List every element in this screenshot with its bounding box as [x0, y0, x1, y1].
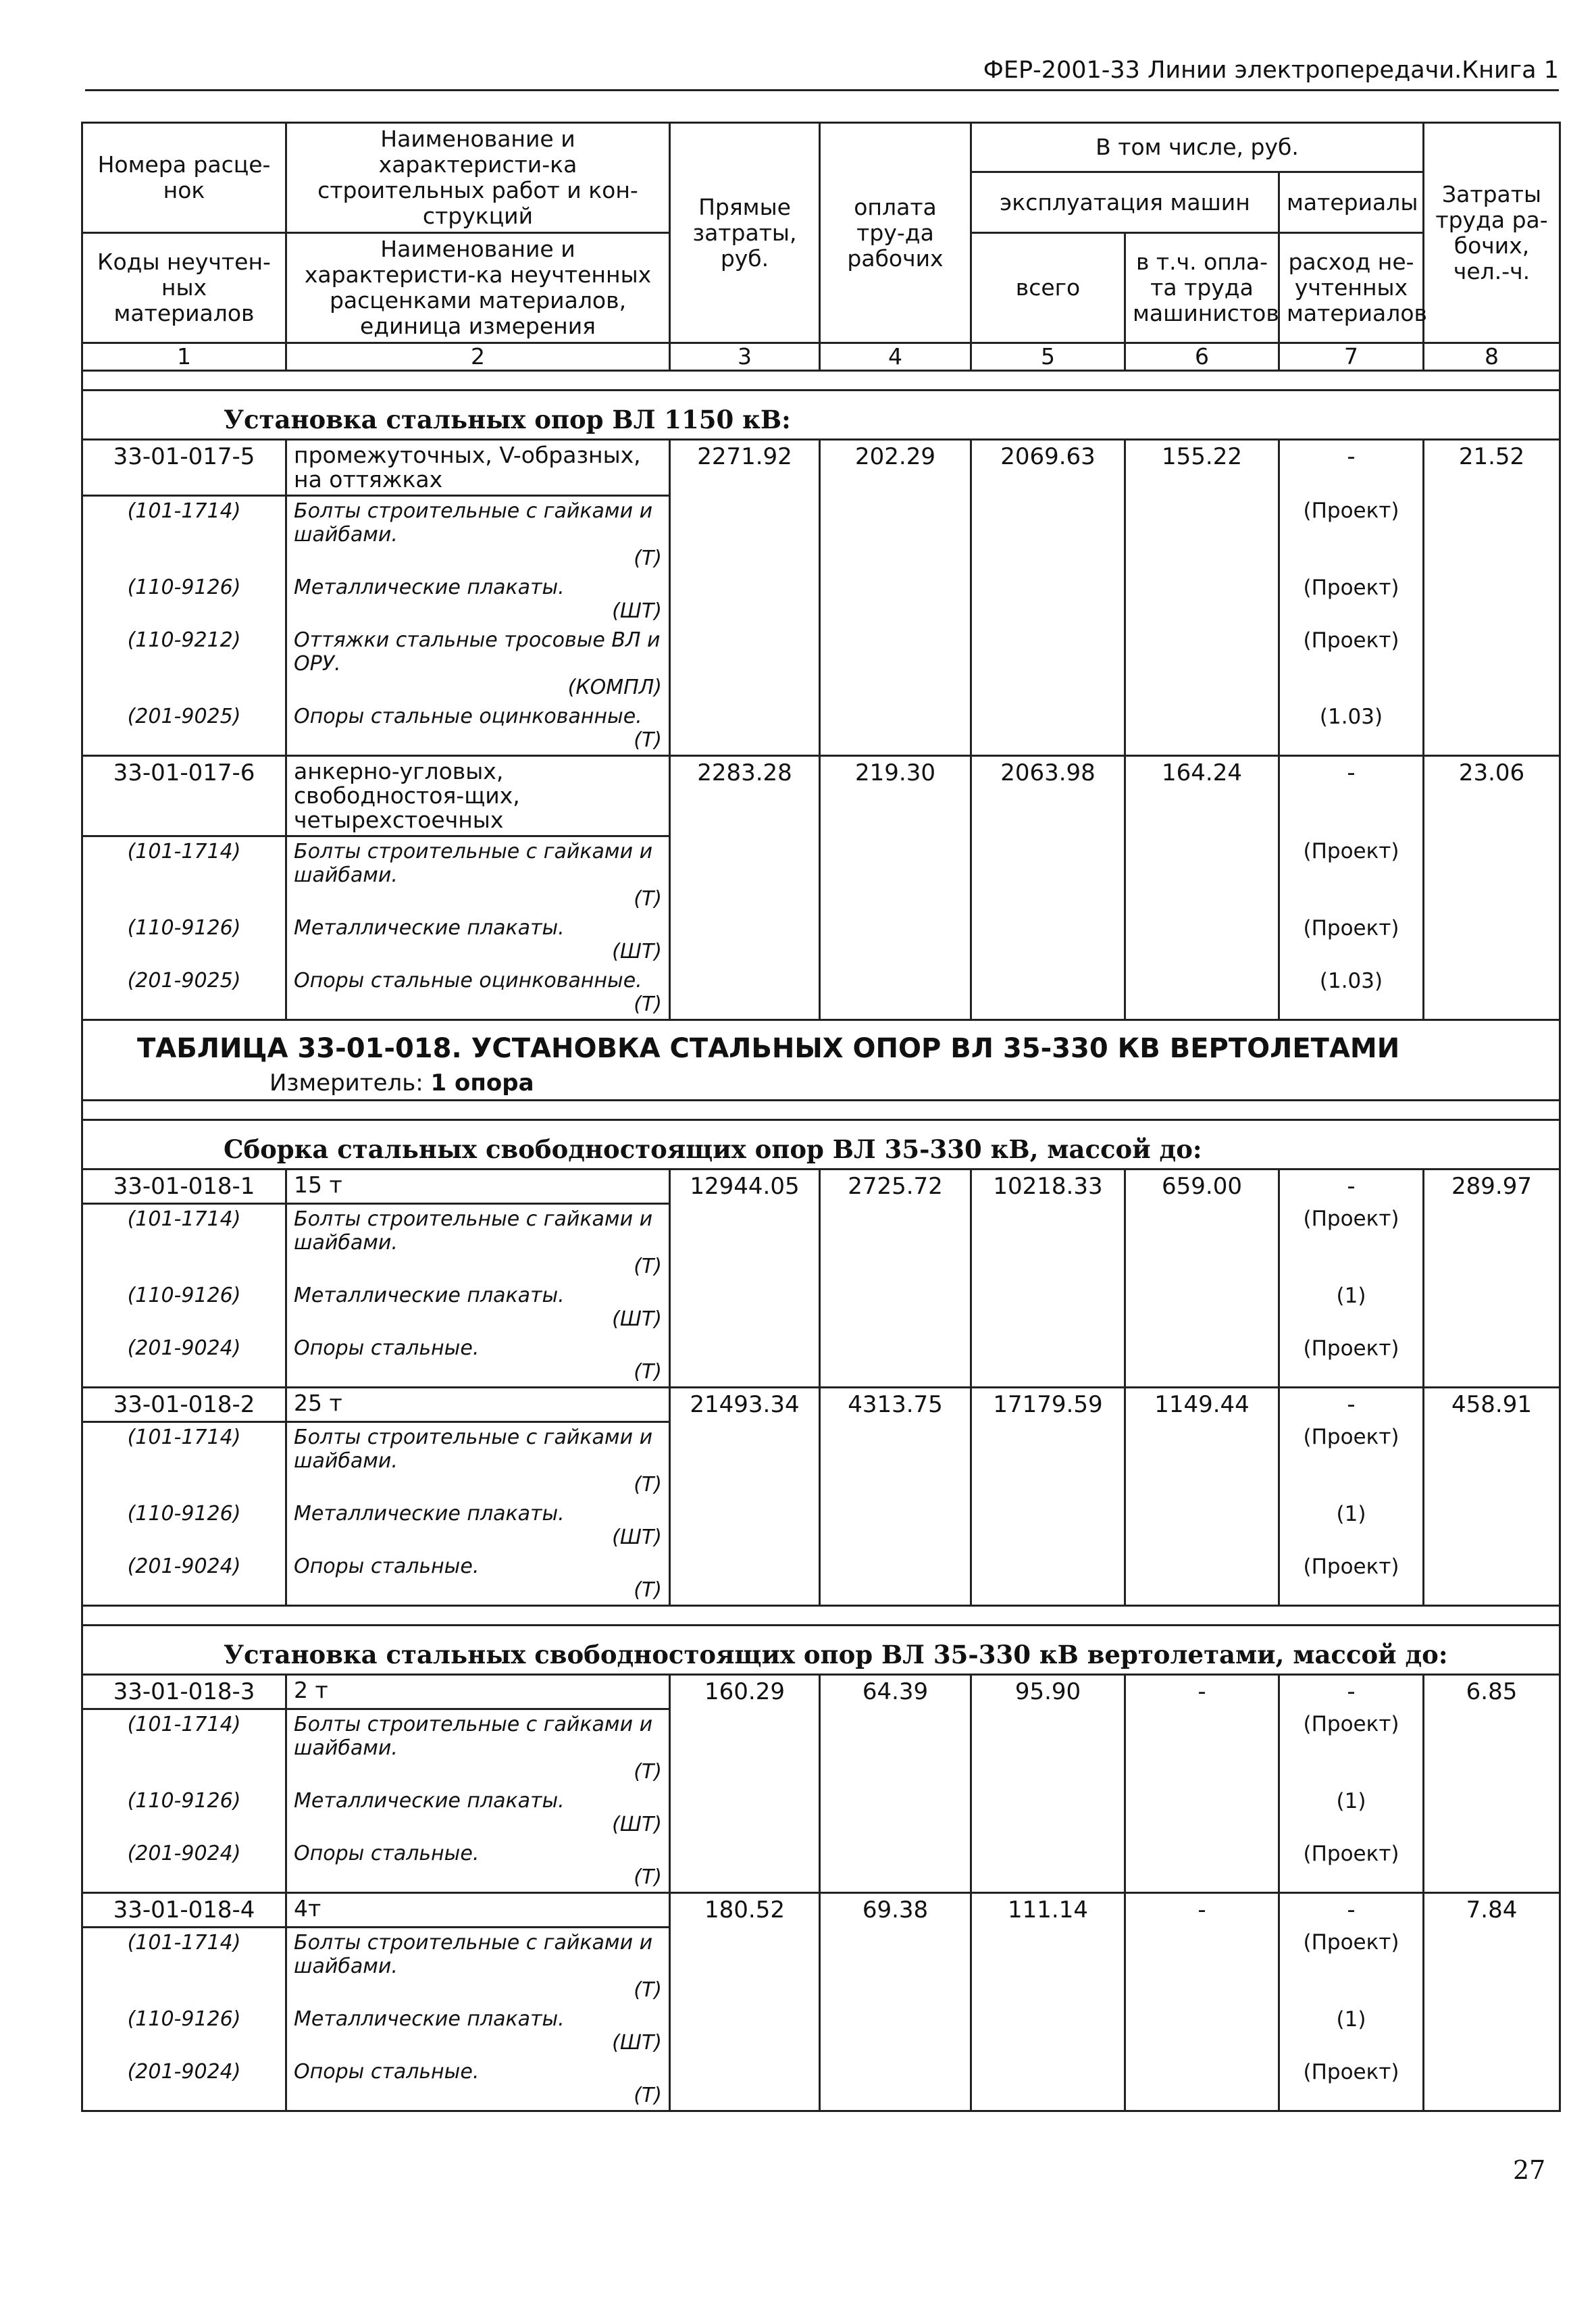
resource-name	[286, 1839, 670, 1893]
resource-name-text: Металлические плакаты.	[294, 576, 565, 599]
materials-cost: -	[1279, 1169, 1424, 1204]
direct-cost: 2271.92	[670, 440, 820, 756]
resource-name	[286, 1204, 670, 1282]
col2-top-header: Наименование и характеристи-ка строительных работ и кон-струкций	[286, 123, 670, 233]
resource-code: (110-9126)	[82, 913, 286, 966]
resource-code: (110-9212)	[82, 626, 286, 702]
machines-total: 2063.98	[971, 756, 1125, 1020]
resource-name-text: Опоры стальные.	[294, 2060, 480, 2084]
labor-pay: 4313.75	[820, 1388, 971, 1606]
direct-cost: 12944.05	[670, 1169, 820, 1388]
resource-name-text: Металлические плакаты.	[294, 916, 565, 940]
resource-unit: (Т)	[634, 887, 662, 911]
resource-name-text: Оттяжки стальные тросовые ВЛ и ОРУ.	[294, 628, 661, 676]
col8-header: Затраты труда ра-бочих, чел.-ч.	[1424, 123, 1560, 343]
resource-unit: (Т)	[634, 1255, 662, 1278]
machines-total: 2069.63	[971, 440, 1125, 756]
machinists-pay: 1149.44	[1125, 1388, 1279, 1606]
resource-code: (101-1714)	[82, 496, 286, 574]
resource-qty: (1)	[1279, 1786, 1424, 1839]
labor-pay: 64.39	[820, 1675, 971, 1893]
rate-row	[82, 1675, 1560, 1709]
rate-code: 33-01-018-2	[82, 1388, 286, 1422]
resource-name	[286, 626, 670, 702]
resource-name-text: Болты строительные с гайками и шайбами.	[294, 1931, 653, 1978]
header-title: ФЕР-2001-33 Линии электропередачи.Книга 1	[983, 57, 1559, 84]
resource-name-text: Металлические плакаты.	[294, 2007, 565, 2031]
materials-cost: -	[1279, 1388, 1424, 1422]
table-body	[82, 371, 1560, 2111]
group-header-materials: материалы	[1279, 172, 1424, 233]
column-number: 1	[82, 343, 286, 371]
resource-unit: (Т)	[634, 1978, 662, 2002]
resource-unit: (Т)	[634, 1473, 662, 1496]
resource-name	[286, 1552, 670, 1606]
resource-code: (201-9024)	[82, 2057, 286, 2111]
resource-name	[286, 702, 670, 756]
resource-unit: (ШТ)	[612, 599, 662, 623]
resource-name	[286, 2057, 670, 2111]
resource-name	[286, 1334, 670, 1388]
labor-hours: 23.06	[1424, 756, 1560, 1020]
rate-code: 33-01-017-6	[82, 756, 286, 836]
section-spacer	[82, 1101, 1560, 1120]
resource-code: (201-9024)	[82, 1334, 286, 1388]
resource-name	[286, 573, 670, 626]
resource-code: (101-1714)	[82, 836, 286, 914]
section-title-row	[82, 391, 1560, 440]
resource-qty: (Проект)	[1279, 1928, 1424, 2005]
resource-name	[286, 1281, 670, 1334]
column-number: 2	[286, 343, 670, 371]
rate-code: 33-01-018-3	[82, 1675, 286, 1709]
machines-total: 95.90	[971, 1675, 1125, 1893]
section-title-row	[82, 1626, 1560, 1675]
direct-cost: 160.29	[670, 1675, 820, 1893]
spacer-cell	[82, 1101, 1560, 1120]
column-number: 8	[1424, 343, 1560, 371]
rate-row	[82, 440, 1560, 496]
group-header-machines: эксплуатация машин	[971, 172, 1279, 233]
machines-total: 111.14	[971, 1893, 1125, 2111]
table-018-meter	[137, 1067, 1552, 1099]
rate-name: анкерно-угловых, свободностоя-щих, четырехстоечных	[286, 756, 670, 836]
resource-unit: (КОМПЛ)	[567, 676, 662, 699]
labor-pay: 69.38	[820, 1893, 971, 2111]
resource-code: (201-9025)	[82, 966, 286, 1020]
col3-header: Прямые затраты, руб.	[670, 123, 820, 343]
machinists-pay: -	[1125, 1893, 1279, 2111]
resource-qty: (Проект)	[1279, 496, 1424, 574]
section-spacer	[82, 371, 1560, 391]
column-number: 7	[1279, 343, 1424, 371]
column-number: 5	[971, 343, 1125, 371]
meter-value: 1 опора	[430, 1070, 534, 1097]
resource-code: (101-1714)	[82, 1204, 286, 1282]
resource-unit: (ШТ)	[612, 940, 662, 963]
direct-cost: 21493.34	[670, 1388, 820, 1606]
resource-name	[286, 836, 670, 914]
rate-row	[82, 1169, 1560, 1204]
resource-name-text: Болты строительные с гайками и шайбами.	[294, 1713, 653, 1760]
resource-code: (110-9126)	[82, 1499, 286, 1552]
table-018-header	[82, 1020, 1560, 1101]
resource-code: (101-1714)	[82, 1422, 286, 1500]
section-title: Установка стальных свободностоящих опор ВЛ 35-330 кВ вертолетами, массой до:	[82, 1626, 1560, 1675]
materials-cost: -	[1279, 1675, 1424, 1709]
resource-name-text: Болты строительные с гайками и шайбами.	[294, 499, 653, 547]
resource-unit: (Т)	[634, 1865, 662, 1889]
resource-code: (201-9024)	[82, 1552, 286, 1606]
machinists-pay: 659.00	[1125, 1169, 1279, 1388]
col2-bottom-header: Наименование и характеристи-ка неучтенных расценками материалов, единица измерения	[286, 233, 670, 343]
resource-unit: (ШТ)	[612, 1813, 662, 1836]
machinists-pay: 155.22	[1125, 440, 1279, 756]
rate-code: 33-01-017-5	[82, 440, 286, 496]
resource-qty: (Проект)	[1279, 1839, 1424, 1893]
resource-name	[286, 1709, 670, 1787]
resource-qty: (Проект)	[1279, 573, 1424, 626]
resource-code: (110-9126)	[82, 1281, 286, 1334]
resource-name-text: Металлические плакаты.	[294, 1502, 565, 1526]
section-title-row	[82, 1120, 1560, 1169]
column-numbers-row	[82, 343, 1560, 371]
direct-cost: 2283.28	[670, 756, 820, 1020]
resource-name-text: Металлические плакаты.	[294, 1789, 565, 1813]
resource-qty: (Проект)	[1279, 1422, 1424, 1500]
resource-qty: (1)	[1279, 2005, 1424, 2057]
rate-code: 33-01-018-4	[82, 1893, 286, 1928]
col4-header: оплата тру-да рабочих	[820, 123, 971, 343]
labor-hours: 7.84	[1424, 1893, 1560, 2111]
resource-code: (110-9126)	[82, 573, 286, 626]
labor-hours: 289.97	[1424, 1169, 1560, 1388]
resource-name	[286, 496, 670, 574]
resource-unit: (Т)	[634, 1578, 662, 1602]
resource-name	[286, 1422, 670, 1500]
resource-code: (201-9025)	[82, 702, 286, 756]
resource-qty: (Проект)	[1279, 836, 1424, 914]
meter-label: Измеритель:	[269, 1070, 423, 1097]
resource-name-text: Болты строительные с гайками и шайбами.	[294, 840, 653, 887]
resource-qty: (1.03)	[1279, 702, 1424, 756]
resource-unit: (Т)	[634, 547, 662, 570]
machines-total: 17179.59	[971, 1388, 1125, 1606]
materials-cost: -	[1279, 440, 1424, 496]
resource-code: (101-1714)	[82, 1928, 286, 2005]
resource-qty: (Проект)	[1279, 1204, 1424, 1282]
rate-row	[82, 756, 1560, 836]
resource-unit: (Т)	[634, 992, 662, 1016]
materials-cost: -	[1279, 1893, 1424, 1928]
resource-name-text: Опоры стальные.	[294, 1842, 480, 1865]
resource-unit: (Т)	[634, 728, 662, 752]
resource-unit: (ШТ)	[612, 1526, 662, 1549]
group-header-main: В том числе, руб.	[971, 123, 1424, 172]
resource-name	[286, 1499, 670, 1552]
page-number: 27	[1513, 2155, 1546, 2185]
resource-code: (101-1714)	[82, 1709, 286, 1787]
resource-qty: (Проект)	[1279, 1334, 1424, 1388]
machines-total: 10218.33	[971, 1169, 1125, 1388]
resource-unit: (Т)	[634, 1760, 662, 1784]
resource-unit: (Т)	[634, 1360, 662, 1384]
col6-header: в т.ч. опла-та труда машинистов	[1125, 233, 1279, 343]
resource-qty: (Проект)	[1279, 913, 1424, 966]
resource-code: (110-9126)	[82, 1786, 286, 1839]
resource-name	[286, 966, 670, 1020]
col1-top-header: Номера расце-нок	[82, 123, 286, 233]
resource-qty: (Проект)	[1279, 626, 1424, 702]
resource-name-text: Болты строительные с гайками и шайбами.	[294, 1207, 653, 1255]
resource-qty: (1)	[1279, 1499, 1424, 1552]
machinists-pay: 164.24	[1125, 756, 1279, 1020]
labor-hours: 458.91	[1424, 1388, 1560, 1606]
running-header	[85, 54, 1559, 91]
rate-name: 15 т	[286, 1169, 670, 1204]
col1-bottom-header: Коды неучтен-ных материалов	[82, 233, 286, 343]
resource-name	[286, 1928, 670, 2005]
labor-hours: 6.85	[1424, 1675, 1560, 1893]
resource-name-text: Опоры стальные.	[294, 1555, 480, 1578]
rate-code: 33-01-018-1	[82, 1169, 286, 1204]
resource-name-text: Болты строительные с гайками и шайбами.	[294, 1426, 653, 1473]
materials-cost: -	[1279, 756, 1424, 836]
resource-name-text: Опоры стальные оцинкованные.	[294, 969, 642, 992]
resource-unit: (Т)	[634, 2084, 662, 2107]
rates-table	[81, 122, 1561, 2112]
resource-name	[286, 2005, 670, 2057]
section-title: Сборка стальных свободностоящих опор ВЛ 35-330 кВ, массой до:	[82, 1120, 1560, 1169]
resource-unit: (ШТ)	[612, 2031, 662, 2055]
resource-unit: (ШТ)	[612, 1307, 662, 1331]
resource-name-text: Опоры стальные оцинкованные.	[294, 705, 642, 728]
labor-pay: 219.30	[820, 756, 971, 1020]
rate-name: 4т	[286, 1893, 670, 1928]
resource-qty: (Проект)	[1279, 1552, 1424, 1606]
rate-row	[82, 1388, 1560, 1422]
rate-name: промежуточных, V-образных, на оттяжках	[286, 440, 670, 496]
labor-hours: 21.52	[1424, 440, 1560, 756]
rate-name: 25 т	[286, 1388, 670, 1422]
resource-code: (110-9126)	[82, 2005, 286, 2057]
resource-qty: (1)	[1279, 1281, 1424, 1334]
resource-name-text: Металлические плакаты.	[294, 1284, 565, 1307]
labor-pay: 202.29	[820, 440, 971, 756]
column-number: 3	[670, 343, 820, 371]
spacer-cell	[82, 1606, 1560, 1626]
table-018-header-row	[82, 1020, 1560, 1101]
col7-header: расход не-учтенных материалов	[1279, 233, 1424, 343]
labor-pay: 2725.72	[820, 1169, 971, 1388]
column-number: 6	[1125, 343, 1279, 371]
direct-cost: 180.52	[670, 1893, 820, 2111]
rate-row	[82, 1893, 1560, 1928]
table-header	[82, 123, 1560, 371]
column-number: 4	[820, 343, 971, 371]
resource-qty: (Проект)	[1279, 2057, 1424, 2111]
resource-name	[286, 1786, 670, 1839]
resource-qty: (1.03)	[1279, 966, 1424, 1020]
rate-name: 2 т	[286, 1675, 670, 1709]
section-spacer	[82, 1606, 1560, 1626]
resource-name-text: Опоры стальные.	[294, 1336, 480, 1360]
section-title: Установка стальных опор ВЛ 1150 кВ:	[82, 391, 1560, 440]
resource-name	[286, 913, 670, 966]
resource-code: (201-9024)	[82, 1839, 286, 1893]
table-018-title: ТАБЛИЦА 33-01-018. УСТАНОВКА СТАЛЬНЫХ ОПОР ВЛ 35-330 КВ ВЕРТОЛЕТАМИ	[137, 1033, 1400, 1064]
spacer-cell	[82, 371, 1560, 391]
machinists-pay: -	[1125, 1675, 1279, 1893]
resource-qty: (Проект)	[1279, 1709, 1424, 1787]
col5-header: всего	[971, 233, 1125, 343]
